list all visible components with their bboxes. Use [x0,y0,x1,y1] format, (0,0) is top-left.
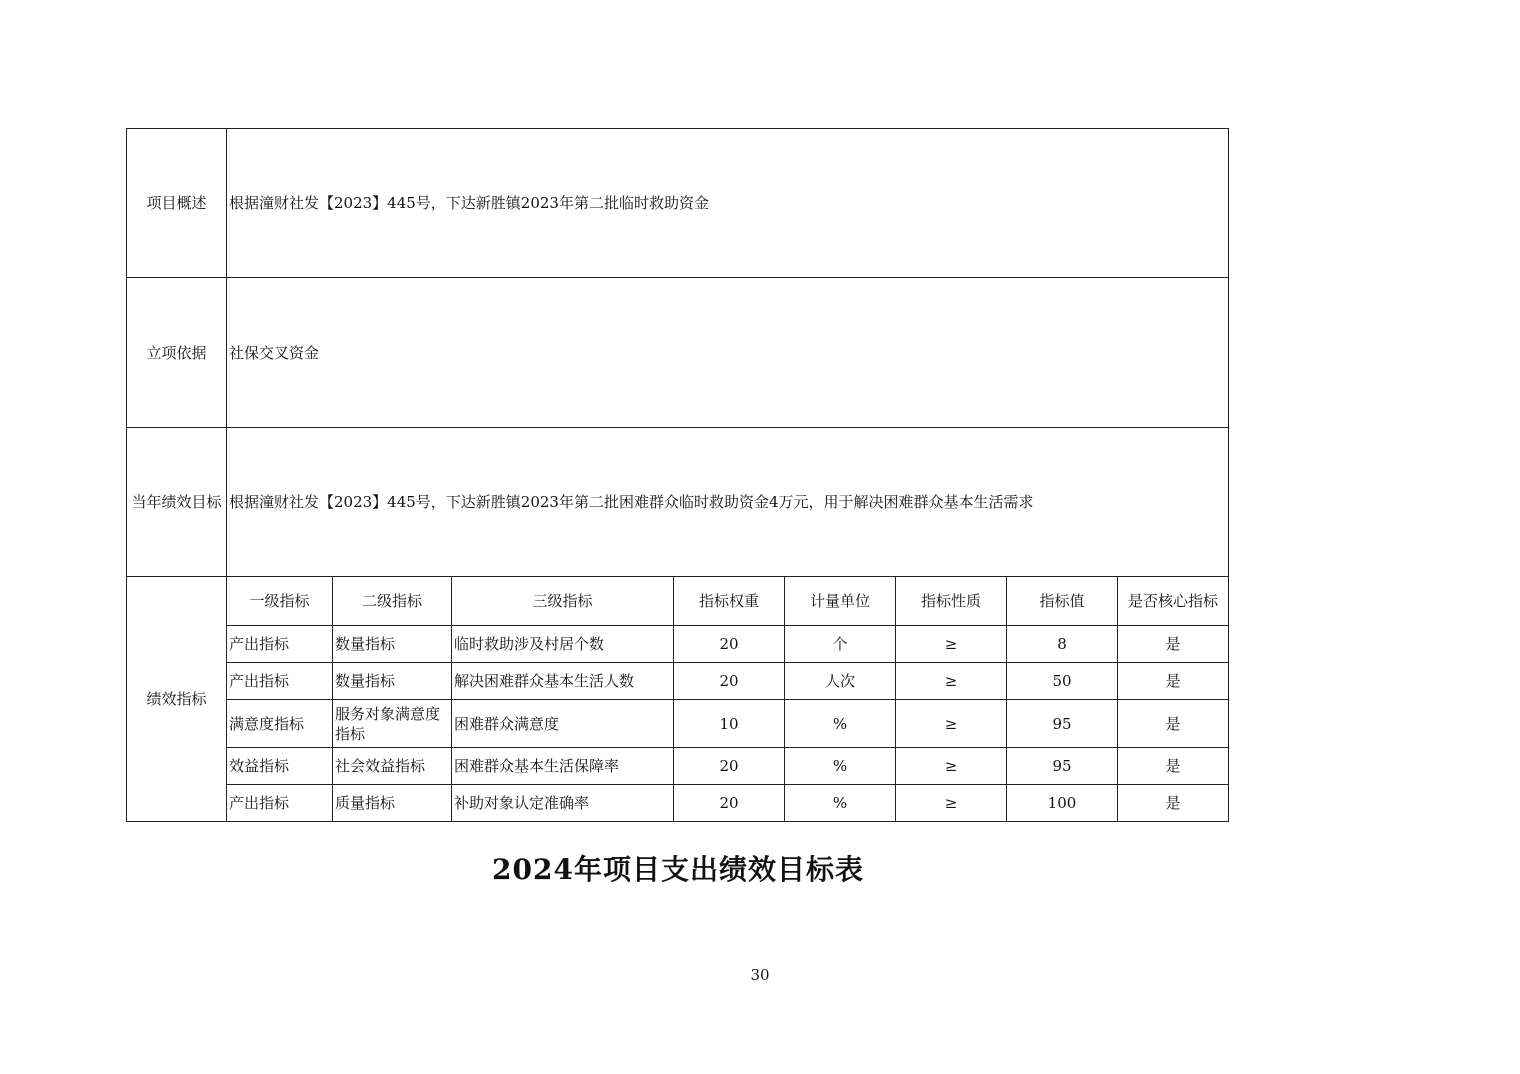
cell-level2: 社会效益指标 [333,748,452,785]
cell-level1: 满意度指标 [227,700,333,748]
cell-level2: 质量指标 [333,785,452,822]
col-header: 二级指标 [333,577,452,626]
cell-weight: 20 [674,663,785,700]
cell-level2: 数量指标 [333,626,452,663]
cell-weight: 20 [674,626,785,663]
cell-nature: ≥ [896,748,1007,785]
cell-level1: 效益指标 [227,748,333,785]
performance-table-frame [126,128,1229,822]
table-row [127,785,1229,822]
col-header: 一级指标 [227,577,333,626]
cell-weight: 10 [674,700,785,748]
cell-level1: 产出指标 [227,663,333,700]
indicator-header-row [127,577,1229,626]
cell-weight: 20 [674,748,785,785]
col-header: 是否核心指标 [1118,577,1229,626]
cell-unit: % [785,700,896,748]
cell-core: 是 [1118,748,1229,785]
cell-level3: 补助对象认定准确率 [452,785,674,822]
cell-level3: 困难群众基本生活保障率 [452,748,674,785]
cell-value: 50 [1007,663,1118,700]
basis-text: 社保交叉资金 [227,278,1229,428]
cell-level3: 困难群众满意度 [452,700,674,748]
cell-value: 95 [1007,748,1118,785]
cell-unit: % [785,748,896,785]
cell-core: 是 [1118,785,1229,822]
cell-value: 95 [1007,700,1118,748]
cell-nature: ≥ [896,700,1007,748]
col-header: 三级指标 [452,577,674,626]
table-row [127,748,1229,785]
cell-unit: 人次 [785,663,896,700]
cell-nature: ≥ [896,663,1007,700]
cell-weight: 20 [674,785,785,822]
table-row [127,700,1229,748]
table-row [127,626,1229,663]
overview-label: 项目概述 [127,129,227,278]
cell-nature: ≥ [896,785,1007,822]
basis-label: 立项依据 [127,278,227,428]
cell-nature: ≥ [896,626,1007,663]
cell-value: 8 [1007,626,1118,663]
col-header: 指标值 [1007,577,1118,626]
col-header: 计量单位 [785,577,896,626]
cell-level1: 产出指标 [227,626,333,663]
document-title: 2024年项目支出绩效目标表 [492,853,864,886]
cell-level1: 产出指标 [227,785,333,822]
page-number: 30 [750,966,770,984]
cell-value: 100 [1007,785,1118,822]
col-header: 指标权重 [674,577,785,626]
annual-goal-row [127,428,1229,577]
basis-row [127,278,1229,428]
overview-text: 根据潼财社发【2023】445号，下达新胜镇2023年第二批临时救助资金 [227,129,1229,278]
cell-unit: % [785,785,896,822]
performance-table [126,128,1229,822]
table-row [127,663,1229,700]
col-header: 指标性质 [896,577,1007,626]
cell-core: 是 [1118,626,1229,663]
cell-level2: 服务对象满意度指标 [333,700,452,748]
cell-level2: 数量指标 [333,663,452,700]
cell-core: 是 [1118,663,1229,700]
overview-row [127,129,1229,278]
cell-core: 是 [1118,700,1229,748]
annual-goal-label: 当年绩效目标 [127,428,227,577]
annual-goal-text: 根据潼财社发【2023】445号，下达新胜镇2023年第二批困难群众临时救助资金4万元，用于解决困难群众基本生活需求 [227,428,1229,577]
cell-level3: 解决困难群众基本生活人数 [452,663,674,700]
indicators-label: 绩效指标 [127,577,227,822]
cell-unit: 个 [785,626,896,663]
cell-level3: 临时救助涉及村居个数 [452,626,674,663]
